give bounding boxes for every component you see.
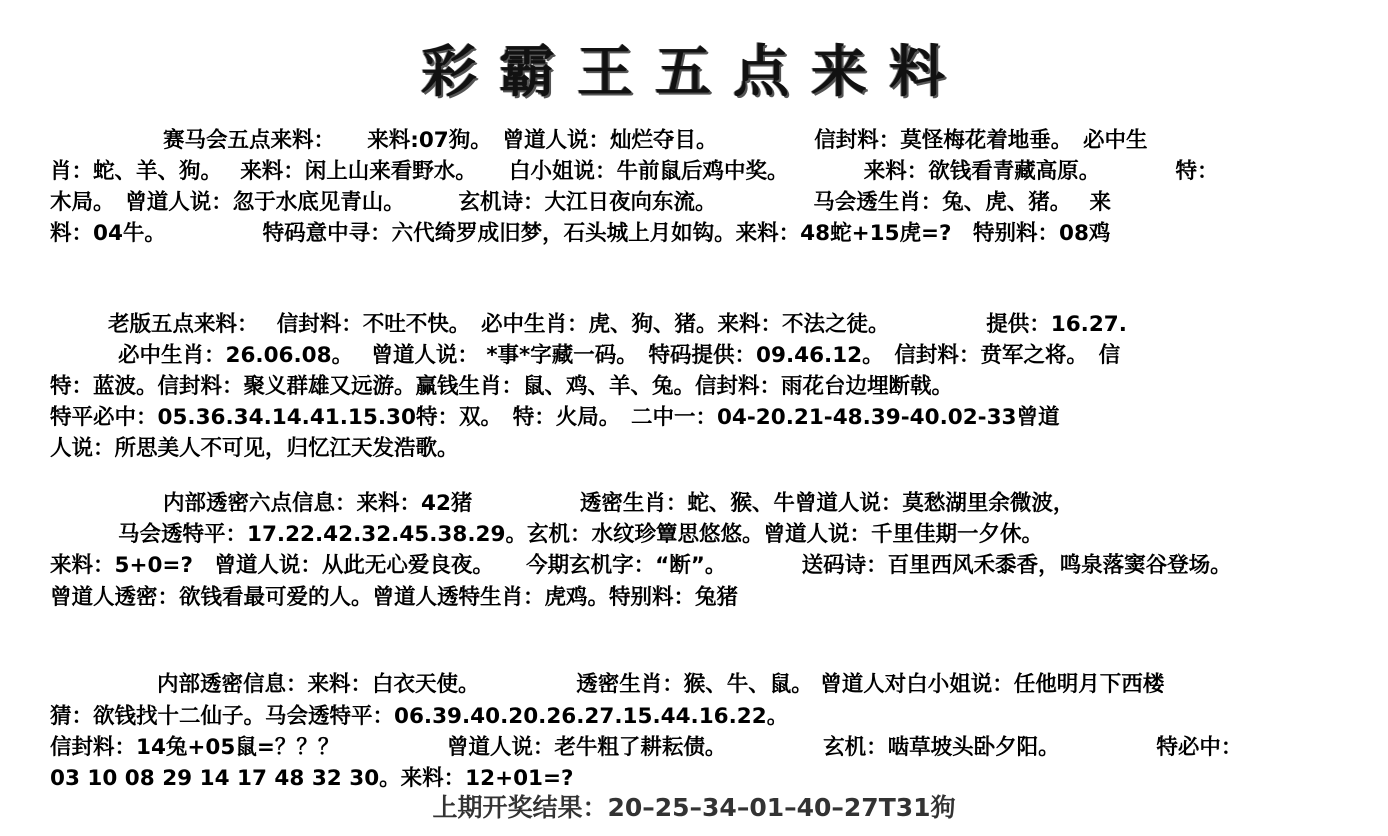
text-line: 来料：5+0=? 曾道人说：从此无心爱良夜。 今期玄机字：“断”。 送码诗：百里西风禾黍香，鸣泉落窦谷登场。 — [50, 553, 1232, 578]
text-line: 特：蓝波。信封料：聚义群雄又远游。赢钱生肖：鼠、鸡、羊、兔。信封料：雨花台边埋断戟。 — [50, 374, 954, 399]
text-line: 内部透密六点信息：来料：42猪 透密生肖：蛇、猴、牛曾道人说：莫愁湖里余微波， — [163, 491, 1075, 516]
text-line: 内部透密信息：来料：白衣天使。 透密生肖：猴、牛、鼠。 曾道人对白小姐说：任他明月下西楼 — [157, 672, 1165, 697]
text-line: 老版五点来料： 信封料：不吐不快。 必中生肖：虎、狗、猪。来料：不法之徒。 提供：16.27. — [108, 312, 1127, 337]
text-line: 肖：蛇、羊、狗。 来料：闲上山来看野水。 白小姐说：牛前鼠后鸡中奖。 来料：欲钱看青藏高原。 特： — [50, 159, 1219, 184]
text-line: 马会透特平：17.22.42.32.45.38.29。玄机：水纹珍簟思悠悠。曾道人说：千里佳期一夕休。 — [118, 522, 1043, 547]
text-line: 猜：欲钱找十二仙子。马会透特平：06.39.40.20.26.27.15.44.16.22。 — [50, 704, 789, 729]
text-line: 信封料：14兔+05鼠=？？？ 曾道人说：老牛粗了耕耘债。 玄机：啮草坡头卧夕阳。 特必中： — [50, 735, 1243, 760]
text-line: 木局。 曾道人说：忽于水底见青山。 玄机诗：大江日夜向东流。 马会透生肖：兔、虎、猪。 来 — [50, 190, 1111, 215]
text-line: 必中生肖：26.06.08。 曾道人说： *事*字藏一码。 特码提供：09.46.12。 信封料：贲军之将。 信 — [118, 343, 1121, 368]
text-line: 人说：所思美人不可见，归忆江天发浩歌。 — [50, 436, 459, 461]
text-line: 特平必中：05.36.34.14.41.15.30特：双。 特：火局。 二中一：04-20.21-48.39-40.02-33曾道 — [50, 405, 1060, 430]
text-line: 03 10 08 29 14 17 48 32 30。来料：12+01=? — [50, 766, 574, 791]
text-line: 料：04牛。 特码意中寻：六代绮罗成旧梦，石头城上月如钩。来料：48蛇+15虎=? 特别料：08鸡 — [50, 221, 1111, 246]
text-line: 曾道人透密：欲钱看最可爱的人。曾道人透特生肖：虎鸡。特别料：兔猪 — [50, 585, 739, 610]
last-draw-result: 上期开奖结果：20–25–34–01–40–27T31狗 — [432, 793, 956, 822]
page-title: 彩霸王五点来料 — [421, 39, 967, 105]
text-line: 赛马会五点来料： 来料:07狗。 曾道人说：灿烂夺目。 信封料：莫怪梅花着地垂。 必中生 — [163, 128, 1148, 153]
